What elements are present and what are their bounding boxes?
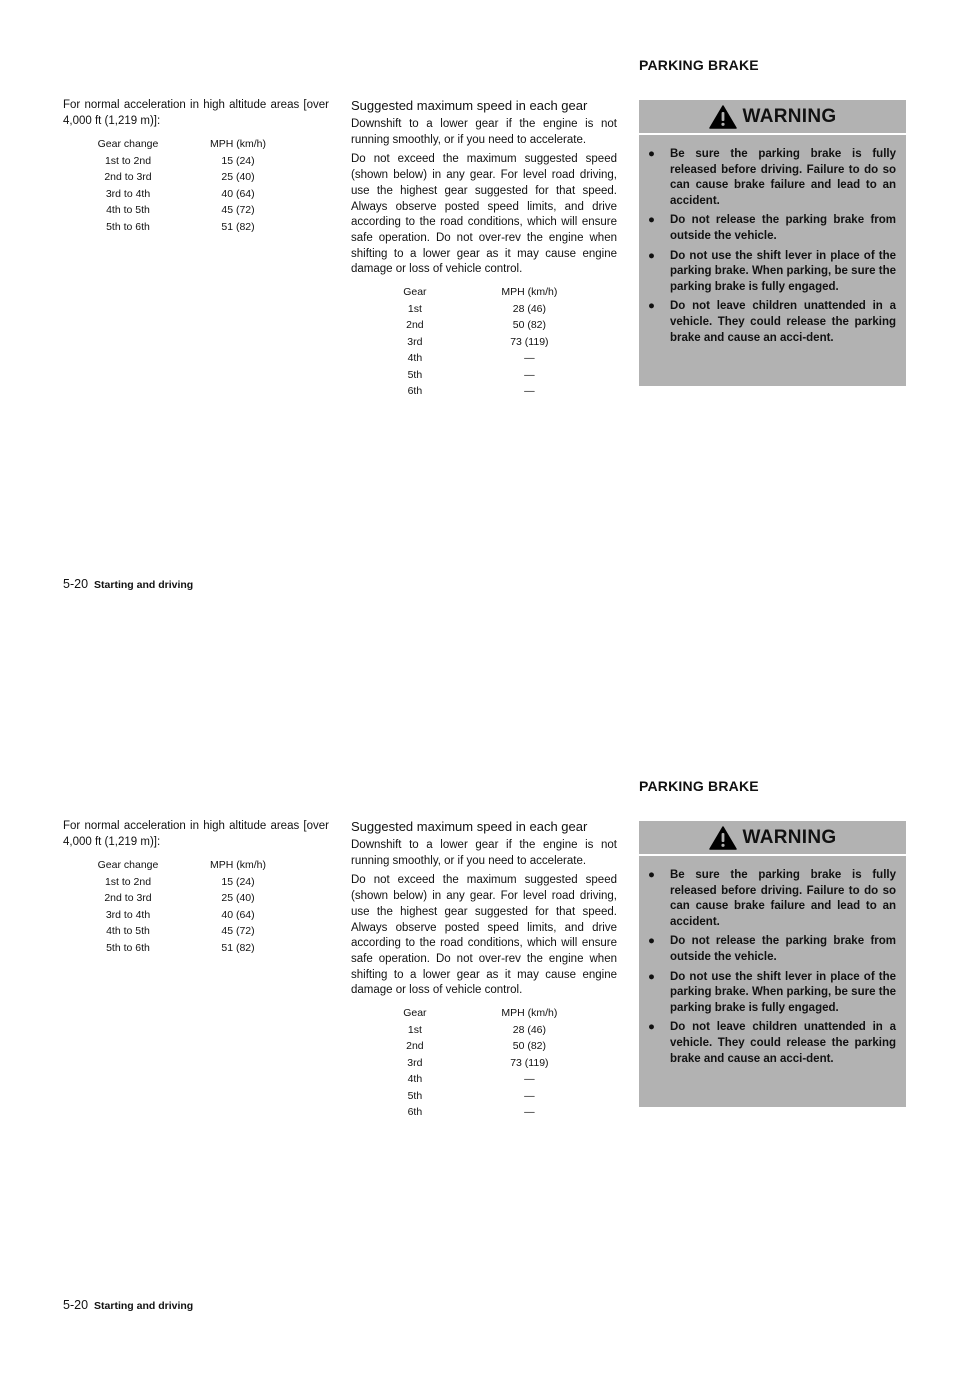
bullet-icon: ● xyxy=(648,1021,655,1034)
warning-text: Do not use the shift lever in place of the parking brake. When parking, be sure the parking brake is fully engaged. xyxy=(670,970,896,1014)
table-header-row xyxy=(88,857,308,874)
table-cell: 3rd to 4th xyxy=(105,187,151,200)
table-header: MPH (km/h) xyxy=(501,1007,558,1020)
suggested-speed-heading: Suggested maximum speed in each gear xyxy=(351,819,588,834)
table-cell: 5th to 6th xyxy=(106,220,150,233)
table-cell: 1st xyxy=(407,302,422,315)
table-cell: 6th xyxy=(407,385,423,398)
table-cell: 1st xyxy=(407,1023,422,1036)
list-item xyxy=(639,299,906,346)
table-cell: 50 (82) xyxy=(512,1040,547,1053)
table-header: Gear xyxy=(403,1007,427,1020)
table-row xyxy=(388,367,617,384)
table-cell: 51 (82) xyxy=(221,220,255,233)
page-footer xyxy=(63,1298,193,1312)
bullet-icon: ● xyxy=(648,869,655,881)
table-cell: 4th xyxy=(407,1073,423,1086)
table-cell: 40 (64) xyxy=(221,187,255,200)
downshift-paragraph: Downshift to a lower gear if the engine is not running smoothly, or if you need to accelerate. xyxy=(351,118,617,146)
section-title: PARKING BRAKE xyxy=(639,57,759,73)
table-header-row xyxy=(388,284,617,301)
altitude-section xyxy=(63,97,329,235)
table-cell: 50 (82) xyxy=(512,319,547,332)
table-cell: 4th to 5th xyxy=(106,204,150,217)
table-cell: — xyxy=(524,352,535,365)
list-item xyxy=(639,1020,906,1067)
table-row xyxy=(88,169,308,186)
table-row xyxy=(88,890,308,907)
table-cell: 25 (40) xyxy=(221,171,255,184)
table-header-row xyxy=(388,1005,617,1022)
table-cell: 2nd to 3rd xyxy=(104,892,152,905)
table-row xyxy=(388,1055,617,1072)
page-footer xyxy=(63,577,193,591)
table-cell: 2nd xyxy=(406,319,424,332)
page-number: 5-20 xyxy=(63,577,89,591)
table-row xyxy=(388,350,617,367)
table-row xyxy=(388,317,617,334)
table-cell: 28 (46) xyxy=(512,1023,547,1036)
warning-triangle-icon xyxy=(709,826,737,850)
table-cell: 73 (119) xyxy=(510,335,549,348)
footer-title: Starting and driving xyxy=(94,579,194,591)
table-row xyxy=(388,1071,617,1088)
table-row xyxy=(388,1038,617,1055)
warning-text: Be sure the parking brake is fully released before driving. Failure to do so can cause brake failure and lead to an accident. xyxy=(670,869,896,928)
table-row xyxy=(88,940,308,957)
bullet-icon: ● xyxy=(648,935,655,948)
table-cell: 28 (46) xyxy=(512,302,547,315)
warning-text: Be sure the parking brake is fully released before driving. Failure to do so can cause brake failure and lead to an accident. xyxy=(670,148,896,207)
table-cell: 6th xyxy=(407,1106,423,1119)
list-item xyxy=(639,213,906,244)
table-cell: 45 (72) xyxy=(221,925,255,938)
table-cell: 4th to 5th xyxy=(106,925,150,938)
altitude-intro: For normal acceleration in high altitude areas [over 4,000 ft (1,219 m)]: xyxy=(63,99,329,127)
warning-box xyxy=(639,821,906,1107)
table-cell: 2nd xyxy=(406,1040,424,1053)
warning-list xyxy=(639,868,906,1071)
bullet-icon: ● xyxy=(648,214,655,227)
table-cell: 45 (72) xyxy=(221,204,255,217)
table-row xyxy=(88,153,308,170)
table-cell: 3rd xyxy=(407,335,423,348)
footer-title: Starting and driving xyxy=(94,1300,194,1312)
table-cell: — xyxy=(524,1106,535,1119)
max-speed-paragraph: Do not exceed the maximum suggested speed (shown below) in any gear. For level road driving, use the highest gear suggested for that speed. Always observe posted speed limits, and drive according to the road conditions, which will ensure safe operation. Do not over-rev the engine when shifting to a lower gear as it may cause engine damage or loss of vehicle control. xyxy=(351,874,617,997)
table-cell: 15 (24) xyxy=(221,875,255,888)
table-header: Gear xyxy=(403,286,427,299)
max-speed-table xyxy=(388,1005,617,1121)
suggested-speed-section xyxy=(351,97,617,400)
table-row xyxy=(88,874,308,891)
table-row xyxy=(388,1088,617,1105)
warning-text: Do not release the parking brake from outside the vehicle. xyxy=(670,935,896,963)
table-cell: 3rd to 4th xyxy=(105,908,151,921)
table-row xyxy=(88,923,308,940)
suggested-speed-section xyxy=(351,818,617,1121)
warning-box xyxy=(639,100,906,386)
table-row xyxy=(88,186,308,203)
list-item xyxy=(639,970,906,1017)
page-number: 5-20 xyxy=(63,1298,89,1312)
list-item xyxy=(639,249,906,296)
warning-text: Do not leave children unattended in a vehicle. They could release the parking brake and cause an acci-dent. xyxy=(670,1021,896,1065)
section-title: PARKING BRAKE xyxy=(639,778,759,794)
table-cell: 2nd to 3rd xyxy=(104,171,152,184)
table-row xyxy=(88,202,308,219)
table-cell: — xyxy=(524,1089,535,1102)
warning-header xyxy=(639,100,906,135)
bullet-icon: ● xyxy=(648,300,655,313)
warning-header xyxy=(639,821,906,856)
table-header-row xyxy=(88,136,308,153)
table-header: MPH (km/h) xyxy=(210,138,266,151)
table-row xyxy=(388,334,617,351)
downshift-paragraph: Downshift to a lower gear if the engine is not running smoothly, or if you need to accelerate. xyxy=(351,839,617,867)
table-row xyxy=(388,301,617,318)
table-row xyxy=(388,1022,617,1039)
max-speed-paragraph: Do not exceed the maximum suggested speed (shown below) in any gear. For level road driving, use the highest gear suggested for that speed. Always observe posted speed limits, and drive according to the road conditions, which will ensure safe operation. Do not over-rev the engine when shifting to a lower gear as it may cause engine damage or loss of vehicle control. xyxy=(351,153,617,276)
suggested-speed-heading: Suggested maximum speed in each gear xyxy=(351,98,588,113)
warning-list xyxy=(639,147,906,350)
table-row xyxy=(88,907,308,924)
manual-page xyxy=(0,0,954,676)
altitude-intro: For normal acceleration in high altitude areas [over 4,000 ft (1,219 m)]: xyxy=(63,820,329,848)
table-cell: 15 (24) xyxy=(221,154,255,167)
table-cell: 40 (64) xyxy=(221,908,255,921)
table-cell: 1st to 2nd xyxy=(104,154,152,167)
gear-change-table xyxy=(88,857,308,956)
table-cell: 51 (82) xyxy=(221,941,255,954)
warning-label: WARNING xyxy=(742,826,837,848)
table-cell: 5th to 6th xyxy=(106,941,150,954)
warning-text: Do not leave children unattended in a vehicle. They could release the parking brake and cause an acci-dent. xyxy=(670,300,896,344)
table-header: MPH (km/h) xyxy=(501,286,558,299)
altitude-section xyxy=(63,818,329,956)
list-item xyxy=(639,868,906,930)
table-row xyxy=(388,1104,617,1121)
table-cell: 4th xyxy=(407,352,423,365)
table-cell: — xyxy=(524,368,535,381)
gear-change-table xyxy=(88,136,308,235)
table-cell: 5th xyxy=(407,1089,423,1102)
table-header: MPH (km/h) xyxy=(210,859,266,872)
table-cell: 3rd xyxy=(407,1056,423,1069)
table-row xyxy=(388,383,617,400)
table-row xyxy=(88,219,308,236)
warning-triangle-icon xyxy=(709,105,737,129)
table-cell: 25 (40) xyxy=(221,892,255,905)
table-header: Gear change xyxy=(97,859,159,872)
max-speed-table xyxy=(388,284,617,400)
warning-text: Do not use the shift lever in place of the parking brake. When parking, be sure the parking brake is fully engaged. xyxy=(670,249,896,293)
table-header: Gear change xyxy=(97,138,159,151)
warning-label: WARNING xyxy=(742,105,837,127)
bullet-icon: ● xyxy=(648,148,655,160)
table-cell: — xyxy=(524,1073,535,1086)
list-item xyxy=(639,934,906,965)
table-cell: 73 (119) xyxy=(510,1056,549,1069)
table-cell: 1st to 2nd xyxy=(104,875,152,888)
bullet-icon: ● xyxy=(648,249,655,262)
table-cell: — xyxy=(524,385,535,398)
list-item xyxy=(639,147,906,209)
manual-page xyxy=(0,721,954,1397)
table-cell: 5th xyxy=(407,368,423,381)
bullet-icon: ● xyxy=(648,970,655,983)
warning-text: Do not release the parking brake from outside the vehicle. xyxy=(670,214,896,242)
